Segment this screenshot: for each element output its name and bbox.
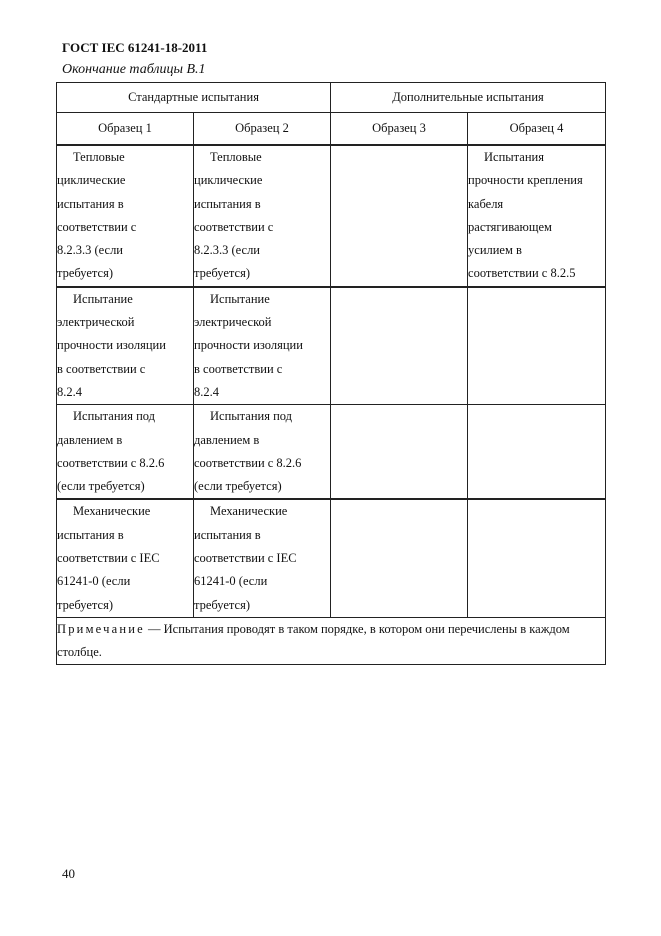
table-cell	[57, 287, 194, 405]
cell-line: прочности изоляции	[57, 338, 166, 353]
table-cell	[57, 405, 194, 500]
group-header-additional: Дополнительные испытания	[331, 83, 606, 113]
table-cell	[331, 405, 468, 500]
table-cell	[194, 499, 331, 617]
cell-line: Испытание	[73, 291, 133, 306]
table-row	[57, 405, 606, 500]
cell-line: соответствии с 8.2.6	[57, 455, 165, 470]
cell-line: Испытания под	[210, 409, 293, 424]
table-cell	[331, 499, 468, 617]
cell-line: соответствии с IEC	[57, 551, 160, 566]
cell-line: растягивающем	[468, 219, 552, 234]
page-number: 40	[62, 866, 75, 881]
table-cell	[468, 499, 606, 617]
cell-line: в соответствии с	[194, 361, 283, 376]
table-cell	[468, 287, 606, 405]
table-cell	[194, 405, 331, 500]
table-cell	[468, 145, 606, 287]
cell-line: электрической	[194, 315, 272, 330]
table-cell	[57, 499, 194, 617]
table-note	[57, 617, 606, 664]
cell-line: (если требуется)	[194, 479, 282, 494]
table-cell	[57, 145, 194, 287]
test-table	[56, 82, 606, 665]
cell-line: давлением в	[57, 432, 123, 447]
note-text: — Испытания проводят в таком порядке, в котором они перечислены в каждом столбце.	[57, 621, 570, 659]
cell-line: соответствии с IEC	[194, 551, 297, 566]
cell-line: циклические	[194, 173, 263, 188]
cell-line: соответствии с	[194, 219, 274, 234]
cell-line: кабеля	[468, 196, 504, 211]
cell-line: Механические	[210, 504, 288, 519]
cell-line: требуется)	[57, 597, 114, 612]
cell-line: Механические	[73, 504, 151, 519]
table-row	[57, 287, 606, 405]
cell-line: (если требуется)	[57, 479, 145, 494]
cell-line: Испытания	[484, 150, 544, 164]
cell-line: 8.2.3.3 (если	[57, 243, 123, 258]
cell-line: требуется)	[194, 597, 251, 612]
column-header-sample-3: Образец 3	[331, 113, 468, 146]
table-cell	[194, 145, 331, 287]
column-header-sample-2: Образец 2	[194, 113, 331, 146]
column-header-sample-4: Образец 4	[468, 113, 606, 146]
cell-line: соответствии с 8.2.5	[468, 266, 576, 281]
cell-line: в соответствии с	[57, 361, 146, 376]
cell-line: 61241-0 (если	[194, 574, 268, 589]
table-caption: Окончание таблицы В.1	[62, 62, 206, 77]
cell-line: Тепловые	[73, 150, 125, 164]
cell-line: циклические	[57, 173, 126, 188]
document-code: ГОСТ IEC 61241-18-2011	[62, 40, 208, 55]
cell-line: испытания в	[57, 196, 124, 211]
group-header-standard: Стандартные испытания	[57, 83, 331, 113]
cell-line: испытания в	[194, 527, 261, 542]
column-header-sample-1: Образец 1	[57, 113, 194, 146]
cell-line: 8.2.4	[57, 384, 82, 399]
cell-line: требуется)	[194, 266, 251, 281]
table-cell	[331, 145, 468, 287]
note-label: Примечание	[57, 621, 145, 636]
cell-line: Испытания под	[73, 409, 156, 424]
table-cell	[468, 405, 606, 500]
cell-line: электрической	[57, 315, 135, 330]
table-cell	[194, 287, 331, 405]
cell-line: давлением в	[194, 432, 260, 447]
table-row	[57, 145, 606, 287]
table-row	[57, 499, 606, 617]
cell-line: испытания в	[57, 527, 124, 542]
cell-line: испытания в	[194, 196, 261, 211]
cell-line: прочности изоляции	[194, 338, 303, 353]
cell-line: 8.2.3.3 (если	[194, 243, 260, 258]
cell-line: 8.2.4	[194, 384, 219, 399]
table-cell	[331, 287, 468, 405]
cell-line: требуется)	[57, 266, 114, 281]
cell-line: 61241-0 (если	[57, 574, 131, 589]
cell-line: усилием в	[468, 243, 522, 258]
cell-line: соответствии с 8.2.6	[194, 455, 302, 470]
cell-line: Тепловые	[210, 150, 262, 164]
cell-line: соответствии с	[57, 219, 137, 234]
cell-line: прочности крепления	[468, 173, 583, 188]
cell-line: Испытание	[210, 291, 270, 306]
